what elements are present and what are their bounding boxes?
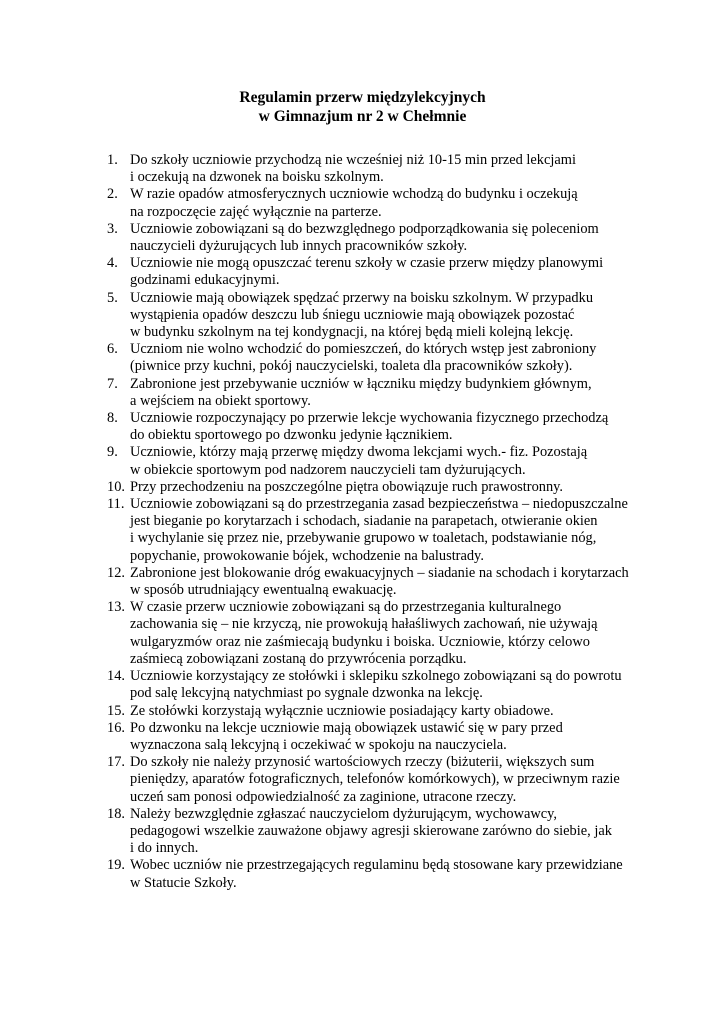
rule-text-line: Uczniowie, którzy mają przerwę między dwoma lekcjami wych.- fiz. Pozostają bbox=[130, 444, 588, 461]
rule-number: 19. bbox=[107, 857, 125, 874]
rule-item bbox=[107, 806, 647, 858]
rule-item bbox=[107, 255, 647, 289]
rule-item bbox=[107, 857, 647, 891]
rule-text-line: Przy przechodzeniu na poszczególne piętra obowiązuje ruch prawostronny. bbox=[130, 478, 564, 495]
rule-item bbox=[107, 341, 647, 375]
rule-number: 8. bbox=[107, 410, 118, 427]
rule-text-line: Wobec uczniów nie przestrzegających regulaminu będą stosowane kary przewidziane bbox=[130, 857, 623, 874]
rule-number: 5. bbox=[107, 289, 118, 306]
rule-item bbox=[107, 754, 647, 806]
rule-item bbox=[107, 703, 647, 720]
rule-text-line: zaśmiecą zobowiązani zostaną do przywrócenia porządku. bbox=[130, 650, 467, 667]
rule-text-line: godzinami edukacyjnymi. bbox=[130, 272, 280, 289]
rule-text-line: W czasie przerw uczniowie zobowiązani są do przestrzegania kulturalnego bbox=[130, 599, 562, 616]
rule-item bbox=[107, 599, 647, 668]
rule-text-line: i wychylanie się przez nie, przebywanie grupowo w toaletach, podstawianie nóg, bbox=[130, 530, 597, 547]
rule-text-line: W razie opadów atmosferycznych uczniowie wchodzą do budynku i oczekują bbox=[130, 186, 578, 203]
rule-item bbox=[107, 410, 647, 444]
rule-text-line: wulgaryzmów oraz nie zaśmiecają budynku i boiska. Uczniowie, którzy celowo bbox=[130, 633, 590, 650]
rule-item bbox=[107, 668, 647, 702]
rule-item bbox=[107, 376, 647, 410]
rule-text-line: w obiekcie sportowym pod nadzorem nauczycieli tam dyżurujących. bbox=[130, 461, 526, 478]
rule-number: 13. bbox=[107, 599, 125, 616]
rule-item bbox=[107, 221, 647, 255]
rule-number: 15. bbox=[107, 702, 125, 719]
rule-text-line: na rozpoczęcie zajęć wyłącznie na parterze. bbox=[130, 203, 382, 220]
rule-text-line: Ze stołówki korzystają wyłącznie uczniowie posiadający karty obiadowe. bbox=[130, 702, 554, 719]
rule-number: 3. bbox=[107, 220, 118, 237]
rule-item bbox=[107, 479, 647, 496]
title-line-1: Regulamin przerw międzylekcyjnych bbox=[239, 89, 486, 106]
rule-number: 17. bbox=[107, 754, 125, 771]
rule-item bbox=[107, 565, 647, 599]
rule-number: 12. bbox=[107, 564, 125, 581]
rule-text-line: Uczniowie mają obowiązek spędzać przerwy na boisku szkolnym. W przypadku bbox=[130, 289, 594, 306]
rule-number: 6. bbox=[107, 341, 118, 358]
rule-text-line: Uczniowie korzystający ze stołówki i sklepiku szkolnego zobowiązani są do powrotu bbox=[130, 668, 622, 685]
rule-text-line: do obiektu sportowego po dzwonku jedynie łącznikiem. bbox=[130, 427, 453, 444]
rule-text-line: Uczniowie nie mogą opuszczać terenu szkoły w czasie przerw między planowymi bbox=[130, 255, 604, 272]
rule-text-line: popychanie, prowokowanie bójek, wchodzenie na balustrady. bbox=[130, 547, 484, 564]
rule-number: 7. bbox=[107, 375, 118, 392]
rule-text-line: pieniędzy, aparatów fotograficznych, telefonów komórkowych), w przeciwnym razie bbox=[130, 771, 620, 788]
rule-text-line: a wejściem na obiekt sportowy. bbox=[130, 392, 311, 409]
rule-number: 18. bbox=[107, 805, 125, 822]
rule-number: 1. bbox=[107, 152, 118, 168]
rule-number: 14. bbox=[107, 668, 125, 685]
rule-text-line: Uczniowie zobowiązani są do bezwzględnego podporządkowania się poleceniom bbox=[130, 220, 599, 237]
rule-text-line: w Statucie Szkoły. bbox=[130, 874, 237, 891]
rule-text-line: (piwnice przy kuchni, pokój nauczycielski, toaleta dla pracowników szkoły). bbox=[130, 358, 573, 375]
rule-text-line: i oczekują na dzwonek na boisku szkolnym. bbox=[130, 169, 384, 186]
document-title bbox=[0, 88, 725, 126]
rule-text-line: Po dzwonku na lekcje uczniowie mają obowiązek ustawić się w pary przed bbox=[130, 719, 563, 736]
rule-text-line: Zabronione jest blokowanie dróg ewakuacyjnych – siadanie na schodach i korytarzach bbox=[130, 564, 629, 581]
rule-item bbox=[107, 444, 647, 478]
rule-text-line: Zabronione jest przebywanie uczniów w łączniku między budynkiem głównym, bbox=[130, 375, 592, 392]
rule-text-line: Do szkoły nie należy przynosić wartościowych rzeczy (biżuterii, większych sum bbox=[130, 754, 595, 771]
rule-item bbox=[107, 720, 647, 754]
rule-text-line: uczeń sam ponosi odpowiedzialność za zaginione, utracone rzeczy. bbox=[130, 788, 517, 805]
rule-text-line: Do szkoły uczniowie przychodzą nie wcześniej niż 10-15 min przed lekcjami bbox=[130, 152, 576, 168]
rule-number: 11. bbox=[107, 496, 125, 513]
rule-text-line: w sposób utrudniający ewentualną ewakuację. bbox=[130, 582, 397, 599]
rule-text-line: Uczniowie zobowiązani są do przestrzegania zasad bezpieczeństwa – niedopuszczalne bbox=[130, 496, 628, 513]
rule-item bbox=[107, 152, 647, 186]
rule-text-line: i do innych. bbox=[130, 840, 199, 857]
title-line-2: w Gimnazjum nr 2 w Chełmnie bbox=[258, 108, 467, 125]
rule-number: 2. bbox=[107, 186, 118, 203]
rule-text-line: jest bieganie po korytarzach i schodach, siadanie na parapetach, otwieranie okien bbox=[130, 513, 598, 530]
rule-text-line: zachowania się – nie krzyczą, nie prowokują hałaśliwych zachowań, nie używają bbox=[130, 616, 598, 633]
rule-text-line: pedagogowi wszelkie zauważone objawy agresji skierowane zarówno do siebie, jak bbox=[130, 822, 612, 839]
rule-text-line: Uczniom nie wolno wchodzić do pomieszczeń, do których wstęp jest zabroniony bbox=[130, 341, 597, 358]
rule-text-line: Uczniowie rozpoczynający po przerwie lekcje wychowania fizycznego przechodzą bbox=[130, 410, 609, 427]
rule-text-line: wyznaczona salą lekcyjną i oczekiwać w spokoju na nauczyciela. bbox=[130, 736, 507, 753]
rule-number: 16. bbox=[107, 719, 125, 736]
rule-item bbox=[107, 186, 647, 220]
rule-number: 10. bbox=[107, 478, 125, 495]
rule-text-line: Należy bezwzględnie zgłaszać nauczycielom dyżurującym, wychowawcy, bbox=[130, 805, 557, 822]
rule-item bbox=[107, 496, 647, 565]
rule-text-line: w budynku szkolnym na tej kondygnacji, na której będą mieli kolejną lekcję. bbox=[130, 324, 574, 341]
rule-text-line: nauczycieli dyżurujących lub innych pracowników szkoły. bbox=[130, 238, 468, 255]
rule-text-line: wystąpienia opadów deszczu lub śniegu uczniowie mają obowiązek pozostać bbox=[130, 306, 575, 323]
rule-item bbox=[107, 290, 647, 342]
rule-number: 4. bbox=[107, 255, 118, 272]
rule-text-line: pod salę lekcyjną natychmiast po sygnale dzwonka na lekcję. bbox=[130, 685, 483, 702]
rules-list bbox=[107, 152, 647, 892]
rule-number: 9. bbox=[107, 444, 118, 461]
